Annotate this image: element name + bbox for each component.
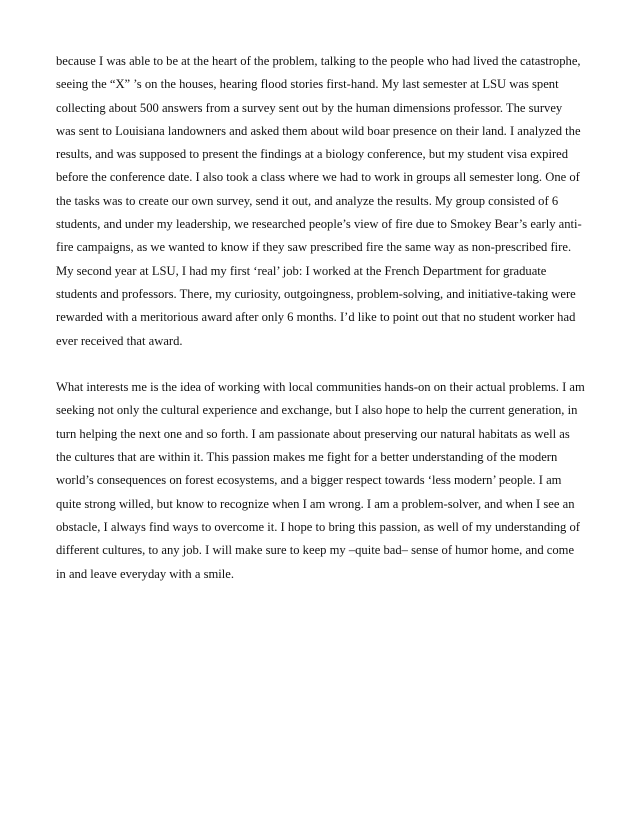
text-line: students, and under my leadership, we researched people’s view of fire due to Smokey Bear’s early anti- — [56, 217, 582, 232]
document-body — [56, 50, 586, 586]
text-line: before the conference date. I also took a class where we had to work in groups all semester long. One of — [56, 170, 580, 185]
paragraph-2 — [56, 376, 586, 586]
text-line: collecting about 500 answers from a survey sent out by the human dimensions professor. The survey — [56, 100, 563, 115]
text-line: different cultures, to any job. I will make sure to keep my –quite bad– sense of humor home, and come — [56, 543, 575, 558]
paragraph-spacer — [56, 353, 586, 376]
text-line: world’s consequences on forest ecosystems, and a bigger respect towards ‘less modern’ people. I am — [56, 473, 562, 488]
text-line: obstacle, I always find ways to overcome it. I hope to bring this passion, as well of my understanding of — [56, 519, 580, 534]
text-line: was sent to Louisiana landowners and asked them about wild boar presence on their land. I analyzed the — [56, 123, 581, 138]
text-line: in and leave everyday with a smile. — [56, 566, 234, 581]
text-line: the cultures that are within it. This passion makes me fight for a better understanding of the modern — [56, 450, 558, 465]
text-line: rewarded with a meritorious award after only 6 months. I’d like to point out that no student worker had — [56, 310, 576, 325]
text-line: fire campaigns, as we wanted to know if they saw prescribed fire the same way as non-prescribed fire. — [56, 240, 572, 255]
text-line: seeing the “X” ’s on the houses, hearing flood stories first-hand. My last semester at LSU was spent — [56, 77, 559, 92]
text-line: turn helping the next one and so forth. I am passionate about preserving our natural habitats as well as — [56, 426, 570, 441]
text-line: My second year at LSU, I had my first ‘real’ job: I worked at the French Department for graduate — [56, 263, 547, 278]
text-line: because I was able to be at the heart of the problem, talking to the people who had lived the catastrophe, — [56, 54, 581, 68]
paragraph-1 — [56, 50, 586, 353]
text-line: ever received that award. — [56, 333, 183, 348]
text-line: the tasks was to create our own survey, send it out, and analyze the results. My group consisted of 6 — [56, 193, 559, 208]
text-line: quite strong willed, but know to recognize when I am wrong. I am a problem-solver, and when I see an — [56, 496, 575, 511]
text-line: seeking not only the cultural experience and exchange, but I also hope to help the current generation, in — [56, 403, 578, 418]
text-line: results, and was supposed to present the findings at a biology conference, but my student visa expired — [56, 147, 569, 162]
text-line: students and professors. There, my curiosity, outgoingness, problem-solving, and initiative-taking were — [56, 286, 576, 301]
text-line: What interests me is the idea of working with local communities hands-on on their actual problems. I am — [56, 380, 585, 395]
